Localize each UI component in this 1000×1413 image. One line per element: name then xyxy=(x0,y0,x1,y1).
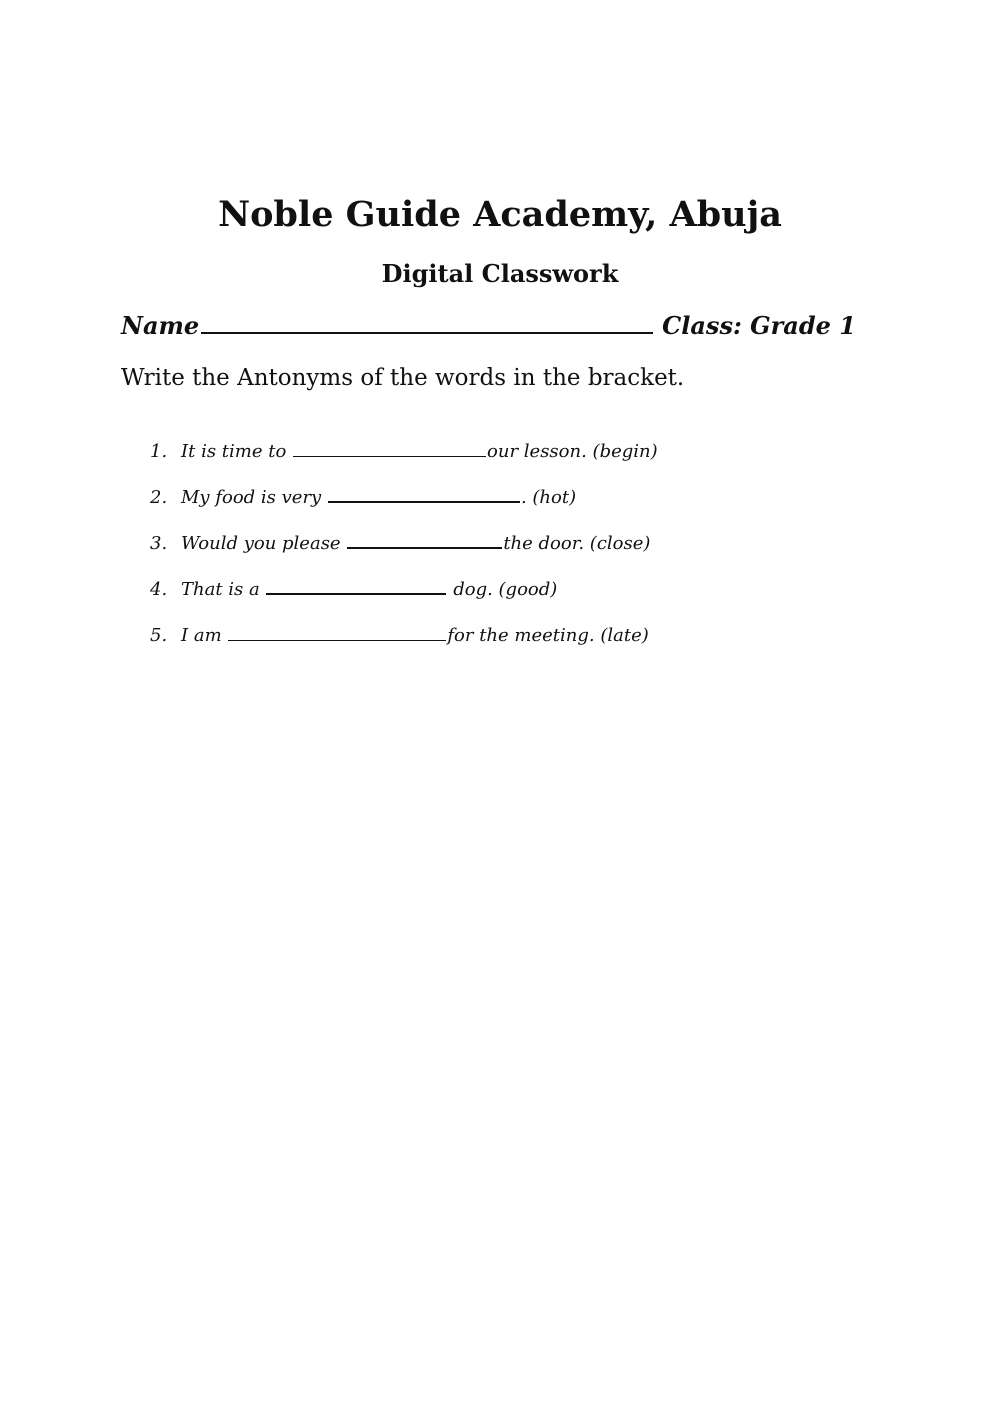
answer-blank[interactable] xyxy=(266,593,446,595)
question-item xyxy=(150,437,658,483)
class-label: Class: Grade 1 xyxy=(662,311,856,340)
question-number: 5. xyxy=(150,625,168,646)
answer-blank[interactable] xyxy=(228,640,446,641)
question-number: 2. xyxy=(150,487,168,508)
question-list xyxy=(150,437,658,667)
question-text-after: . (hot) xyxy=(520,487,577,508)
question-text-after: dog. (good) xyxy=(453,579,558,600)
question-text-before: Would you please xyxy=(181,533,341,554)
question-item xyxy=(150,621,658,667)
question-text-after: our lesson. (begin) xyxy=(487,441,658,462)
question-number: 3. xyxy=(150,533,168,554)
page-subtitle: Digital Classwork xyxy=(381,259,619,288)
page-title: Noble Guide Academy, Abuja xyxy=(218,194,782,235)
answer-blank[interactable] xyxy=(347,547,502,549)
question-text-after: for the meeting. (late) xyxy=(447,625,649,646)
question-text-before: It is time to xyxy=(181,441,287,462)
question-item xyxy=(150,483,658,529)
question-item xyxy=(150,575,658,621)
question-number: 1. xyxy=(150,441,168,462)
answer-blank[interactable] xyxy=(328,501,520,503)
question-text-after: the door. (close) xyxy=(503,533,651,554)
instruction-text: Write the Antonyms of the words in the bracket. xyxy=(121,365,685,391)
question-text-before: I am xyxy=(181,625,222,646)
question-item xyxy=(150,529,658,575)
question-number: 4. xyxy=(150,579,168,600)
answer-blank[interactable] xyxy=(293,456,486,457)
question-text-before: My food is very xyxy=(181,487,322,508)
question-text-before: That is a xyxy=(181,579,260,600)
student-info-line xyxy=(121,308,881,344)
name-label: Name xyxy=(121,311,200,340)
name-field-blank[interactable] xyxy=(201,332,653,334)
